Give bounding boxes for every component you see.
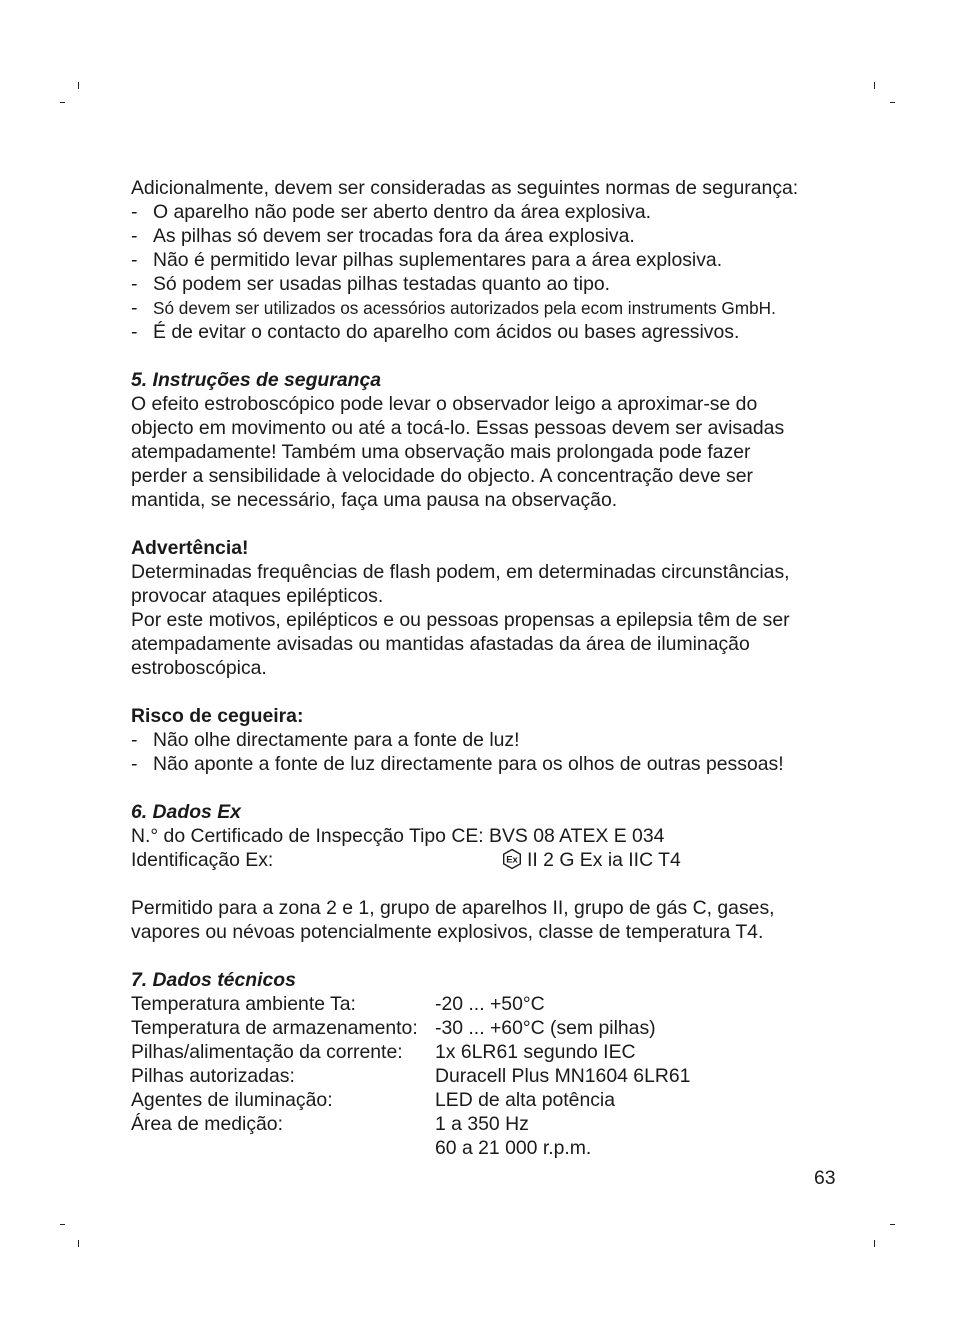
crop-mark <box>874 82 875 89</box>
crop-mark <box>890 1224 895 1225</box>
paragraph-line: mantida, se necessário, faça uma pausa na observação. <box>131 489 618 511</box>
crop-mark <box>60 1224 65 1225</box>
page-number: 63 <box>814 1167 836 1189</box>
crop-mark <box>60 102 65 103</box>
spec-row <box>131 1016 851 1040</box>
spec-label: Temperatura ambiente Ta: <box>131 993 356 1015</box>
list-item-text: Só devem ser utilizados os acessórios autorizados pela ecom instruments GmbH. <box>153 298 776 318</box>
intro-section <box>131 176 851 344</box>
ex-identification-row <box>131 848 851 872</box>
spec-value: 60 a 21 000 r.p.m. <box>435 1137 592 1159</box>
ex-identification-label: Identificação Ex: <box>131 849 274 871</box>
spec-value: 1x 6LR61 segundo IEC <box>435 1041 636 1063</box>
intro-lead: Adicionalmente, devem ser consideradas as seguintes normas de segurança: <box>131 177 799 199</box>
blindness-section <box>131 704 851 776</box>
ex-data-heading: 6. Dados Ex <box>131 801 241 823</box>
list-item-text: As pilhas só devem ser trocadas fora da área explosiva. <box>153 225 635 247</box>
paragraph-line: atempadamente! Também uma observação mais prolongada pode fazer <box>131 441 751 463</box>
paragraph-line: O efeito estroboscópico pode levar o observador leigo a aproximar-se do <box>131 393 758 415</box>
spec-row <box>131 992 851 1016</box>
dash: - <box>131 753 138 775</box>
list-item-text: É de evitar o contacto do aparelho com ácidos ou bases agressivos. <box>153 321 740 343</box>
dash: - <box>131 225 138 247</box>
list-item-text: Só podem ser usadas pilhas testadas quanto ao tipo. <box>153 273 611 295</box>
warning-heading: Advertência! <box>131 537 249 559</box>
spec-value: Duracell Plus MN1604 6LR61 <box>435 1065 691 1087</box>
dash: - <box>131 249 138 271</box>
spec-label <box>131 1136 435 1160</box>
svg-text:Ex: Ex <box>506 854 518 866</box>
dash: - <box>131 297 138 319</box>
list-item <box>131 200 851 224</box>
dash: - <box>131 321 138 343</box>
spec-value: LED de alta potência <box>435 1089 616 1111</box>
spec-label: Área de medição: <box>131 1113 283 1135</box>
list-item-text: O aparelho não pode ser aberto dentro da área explosiva. <box>153 201 652 223</box>
paragraph-line: Por este motivos, epilépticos e ou pessoas propensas a epilepsia têm de ser <box>131 609 790 631</box>
paragraph-line: Permitido para a zona 2 e 1, grupo de aparelhos II, grupo de gás C, gases, <box>131 897 775 919</box>
paragraph-line: atempadamente avisadas ou mantidas afastadas da área de iluminação <box>131 633 750 655</box>
ex-data-section <box>131 800 851 944</box>
crop-mark <box>78 82 79 89</box>
dash: - <box>131 273 138 295</box>
list-item-text: Não é permitido levar pilhas suplementares para a área explosiva. <box>153 249 723 271</box>
spec-label: Temperatura de armazenamento: <box>131 1017 418 1039</box>
dash: - <box>131 729 138 751</box>
crop-mark <box>890 102 895 103</box>
ex-identification-value: II 2 G Ex ia IIC T4 <box>527 849 681 871</box>
certificate-line: N.° do Certificado de Inspecção Tipo CE: BVS 08 ATEX E 034 <box>131 825 665 847</box>
safety-section <box>131 368 851 512</box>
spec-row <box>131 1136 851 1160</box>
list-item <box>131 320 851 344</box>
crop-mark <box>78 1240 79 1247</box>
spec-value: -30 ... +60°C (sem pilhas) <box>435 1017 656 1039</box>
paragraph-line: provocar ataques epilépticos. <box>131 585 384 607</box>
crop-mark <box>874 1240 875 1247</box>
list-item <box>131 728 851 752</box>
spec-row <box>131 1064 851 1088</box>
list-item <box>131 224 851 248</box>
spec-label: Pilhas autorizadas: <box>131 1065 295 1087</box>
paragraph-line: perder a sensibilidade à velocidade do objecto. A concentração deve ser <box>131 465 753 487</box>
list-item <box>131 296 851 320</box>
page-content <box>131 176 851 1160</box>
paragraph-line: vapores ou névoas potencialmente explosivos, classe de temperatura T4. <box>131 921 764 943</box>
spec-value: 1 a 350 Hz <box>435 1113 529 1135</box>
warning-section <box>131 536 851 680</box>
spec-row <box>131 1088 851 1112</box>
spec-label: Pilhas/alimentação da corrente: <box>131 1041 403 1063</box>
blindness-heading: Risco de cegueira: <box>131 705 304 727</box>
spec-row <box>131 1112 851 1136</box>
list-item <box>131 752 851 776</box>
list-item <box>131 272 851 296</box>
list-item <box>131 248 851 272</box>
tech-heading: 7. Dados técnicos <box>131 969 296 991</box>
safety-heading: 5. Instruções de segurança <box>131 369 382 391</box>
paragraph-line: estroboscópica. <box>131 657 267 679</box>
spec-label: Agentes de iluminação: <box>131 1089 333 1111</box>
ex-identification-value-wrap <box>501 848 681 872</box>
spec-row <box>131 1040 851 1064</box>
ex-hexagon-icon <box>501 848 523 870</box>
list-item-text: Não olhe directamente para a fonte de luz! <box>153 729 520 751</box>
paragraph-line: Determinadas frequências de flash podem, em determinadas circunstâncias, <box>131 561 790 583</box>
list-item-text: Não aponte a fonte de luz directamente para os olhos de outras pessoas! <box>153 753 784 775</box>
paragraph-line: objecto em movimento ou até a tocá-lo. Essas pessoas devem ser avisadas <box>131 417 785 439</box>
spec-value: -20 ... +50°C <box>435 993 545 1015</box>
tech-section <box>131 968 851 1160</box>
dash: - <box>131 201 138 223</box>
